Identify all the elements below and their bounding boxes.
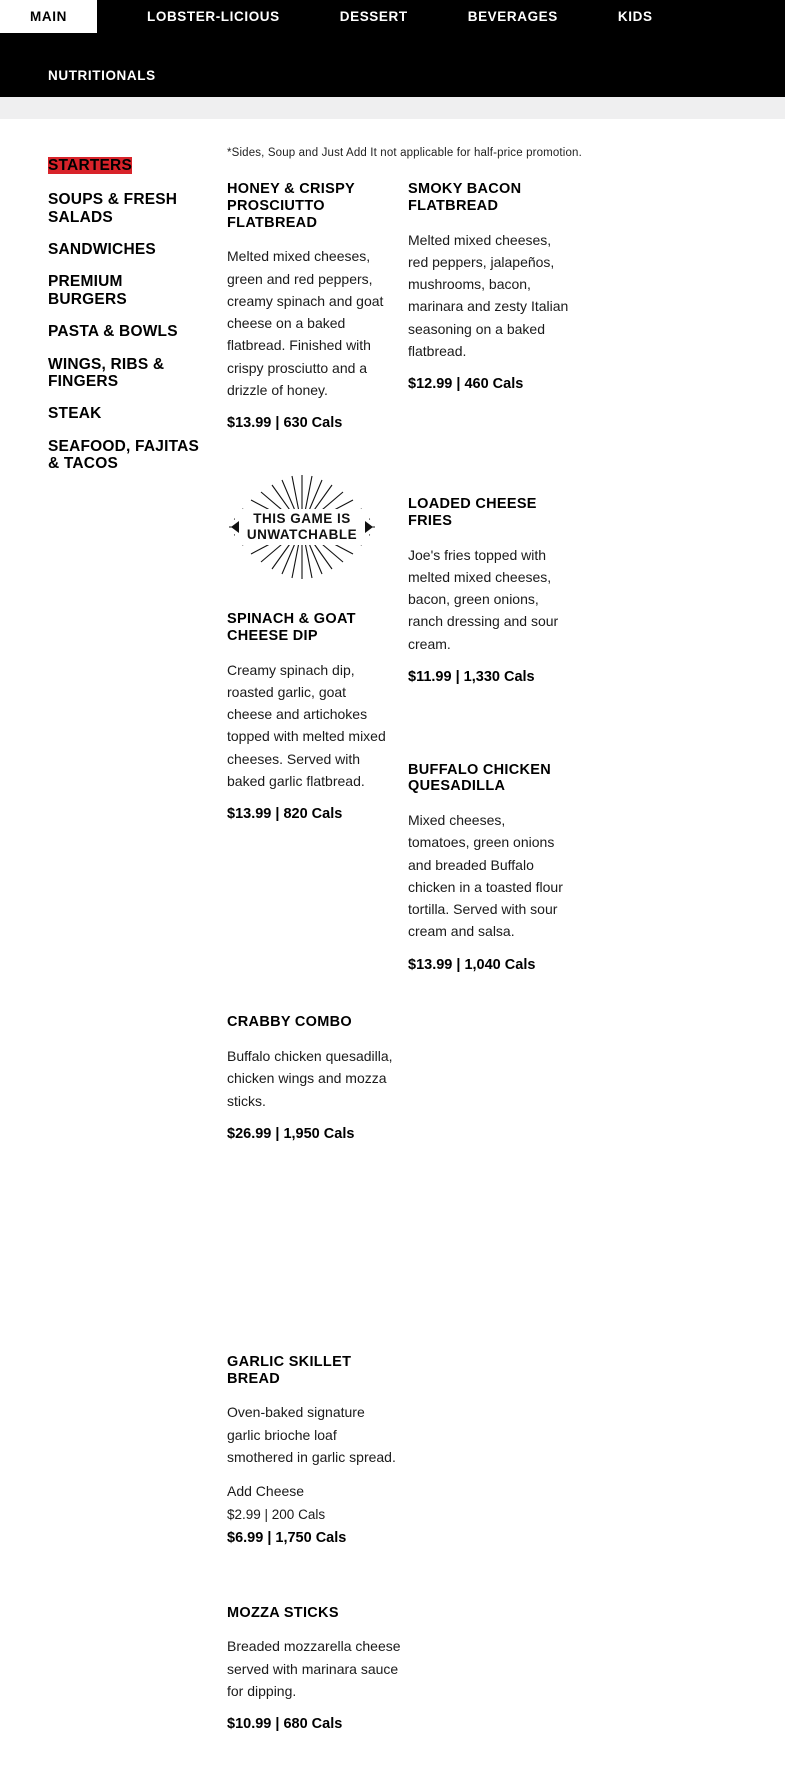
starburst-graphic xyxy=(227,473,377,581)
menu-item-addon-label: Add Cheese xyxy=(227,1483,305,1500)
menu-item-description: Buffalo chicken quesadilla, chicken wings and mozza sticks. xyxy=(227,1048,393,1109)
menu-item-price: $26.99 | 1,950 Cals xyxy=(227,1125,355,1142)
divider-strip xyxy=(0,97,785,119)
menu-item-description: Melted mixed cheeses, red peppers, jalapeños, mushrooms, bacon, marinara and zesty Italian seasoning on a baked flatbread. xyxy=(408,231,569,359)
menu-item-price: $12.99 | 460 Cals xyxy=(408,376,524,393)
svg-text:THIS GAME IS: THIS GAME IS xyxy=(253,510,351,526)
column-spacer xyxy=(408,434,569,496)
promo-note: *Sides, Soup and Just Add It not applicable for half-price promotion. xyxy=(227,147,582,159)
sidebar-item-label: PASTA & BOWLS xyxy=(48,323,178,341)
sidebar-item-label: SOUPS & FRESH SALADS xyxy=(48,191,178,226)
menu-area xyxy=(200,147,739,1774)
starburst-icon xyxy=(227,473,377,581)
menu-column-1 xyxy=(227,181,408,1014)
menu-item-price: $11.99 | 1,330 Cals xyxy=(408,668,535,685)
svg-text:UNWATCHABLE: UNWATCHABLE xyxy=(246,526,358,542)
menu-item-price: $13.99 | 820 Cals xyxy=(227,806,343,823)
column-spacer xyxy=(227,1588,402,1605)
menu-item-loaded-cheese-fries[interactable] xyxy=(408,496,569,689)
menu-item-title: SPINACH & GOAT CHEESE DIP xyxy=(227,610,356,644)
sidebar-item-seafood-fajitas-tacos[interactable] xyxy=(48,438,200,473)
menu-item-buffalo-chicken-quesadilla[interactable] xyxy=(408,762,569,977)
sidebar-item-premium-burgers[interactable] xyxy=(48,273,200,308)
sidebar-item-starters[interactable] xyxy=(48,157,132,174)
column-spacer xyxy=(227,1184,402,1354)
sidebar-item-label: SEAFOOD, FAJITAS & TACOS xyxy=(48,437,200,472)
menu-item-title: HONEY & CRISPY PROSCIUTTO FLATBREAD xyxy=(227,181,355,231)
sidebar-item-label: STEAK xyxy=(48,405,102,423)
menu-item-description: Mixed cheeses, tomatoes, green onions and breaded Buffalo chicken in a toasted flour tortilla. Served with sour cream and salsa. xyxy=(408,812,563,940)
sidebar-item-sandwiches[interactable] xyxy=(48,241,156,258)
menu-item-title: SMOKY BACON FLATBREAD xyxy=(408,181,522,214)
category-sidebar xyxy=(48,147,200,487)
nav-tab-main[interactable]: MAIN xyxy=(0,0,97,33)
menu-item-description: Breaded mozzarella cheese served with marinara sauce for dipping. xyxy=(227,1638,401,1699)
menu-item-price: $13.99 | 1,040 Cals xyxy=(408,956,536,973)
menu-item-description: Creamy spinach dip, roasted garlic, goat cheese and artichokes topped with melted mixed cheeses. Served with baked garlic flatbread. xyxy=(227,661,386,789)
nav-tab-kids[interactable]: KIDS xyxy=(617,9,653,24)
menu-column-2 xyxy=(408,181,587,1014)
menu-item-description: Melted mixed cheeses, green and red peppers, creamy spinach and goat cheese on a baked flatbread. Finished with crispy prosciutto and a drizzle of honey. xyxy=(227,248,384,398)
menu-column-3 xyxy=(227,1014,402,1773)
menu-item-honey-crispy-prosciutto-flatbread[interactable] xyxy=(227,181,390,435)
nav-tab-nutritionals[interactable]: NUTRITIONALS xyxy=(48,68,156,83)
menu-item-spinach-goat-cheese-dip[interactable] xyxy=(227,611,390,826)
sidebar-item-steak[interactable] xyxy=(48,405,102,422)
menu-item-garlic-skillet-bread[interactable] xyxy=(227,1354,402,1550)
menu-item-description: Joe's fries topped with melted mixed cheeses, bacon, green onions, ranch dressing and sour cream. xyxy=(408,546,559,652)
menu-item-addon-price: $2.99 | 200 Cals xyxy=(227,1507,326,1523)
nav-tab-lobster-licious[interactable]: LOBSTER-LICIOUS xyxy=(147,9,280,24)
menu-item-title: BUFFALO CHICKEN QUESADILLA xyxy=(408,761,552,795)
menu-item-title: LOADED CHEESE FRIES xyxy=(408,495,537,529)
sidebar-item-label: STARTERS xyxy=(48,157,132,174)
sidebar-item-pasta-bowls[interactable] xyxy=(48,323,178,340)
menu-item-price: $13.99 | 630 Cals xyxy=(227,415,343,432)
menu-item-title: CRABBY COMBO xyxy=(227,1014,352,1031)
menu-item-description: Oven-baked signature garlic brioche loaf smothered in garlic spread. xyxy=(227,1404,396,1465)
menu-item-mozza-sticks[interactable] xyxy=(227,1605,402,1736)
menu-item-crabby-combo[interactable] xyxy=(227,1014,402,1145)
menu-item-price: $10.99 | 680 Cals xyxy=(227,1716,343,1733)
nav-tab-beverages[interactable]: BEVERAGES xyxy=(467,9,558,24)
menu-item-title: GARLIC SKILLET BREAD xyxy=(227,1353,352,1387)
sidebar-item-label: SANDWICHES xyxy=(48,241,156,259)
page-content xyxy=(0,119,785,1774)
menu-item-title: MOZZA STICKS xyxy=(227,1604,339,1621)
menu-grid xyxy=(227,181,739,1774)
nav-secondary-row xyxy=(0,59,785,92)
nav-tab-dessert[interactable]: DESSERT xyxy=(339,9,408,24)
sidebar-item-wings-ribs-fingers[interactable] xyxy=(48,356,200,391)
menu-item-price: $6.99 | 1,750 Cals xyxy=(227,1529,347,1546)
nav-primary-row xyxy=(0,0,785,33)
column-spacer xyxy=(408,727,569,762)
sidebar-item-soups-fresh-salads[interactable] xyxy=(48,191,200,226)
sidebar-item-label: WINGS, RIBS & FINGERS xyxy=(48,355,165,390)
sidebar-item-label: PREMIUM BURGERS xyxy=(48,273,127,308)
top-navigation xyxy=(0,0,785,97)
menu-item-smoky-bacon-flatbread[interactable] xyxy=(408,181,569,396)
